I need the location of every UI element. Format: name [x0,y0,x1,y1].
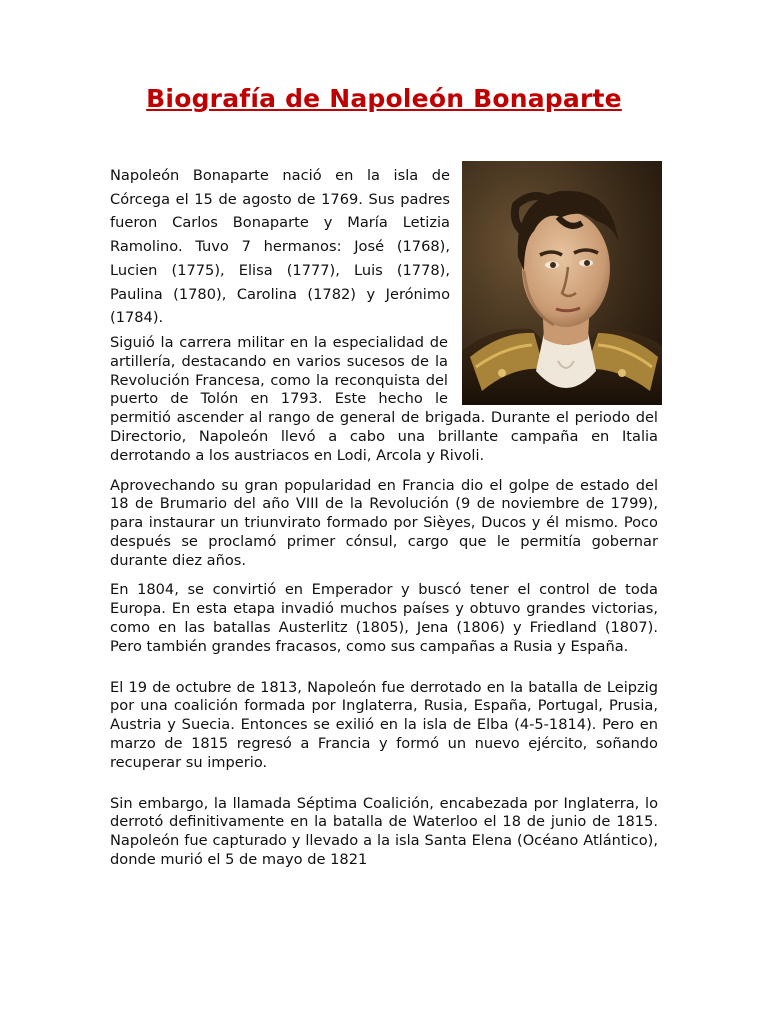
page-title: Biografía de Napoleón Bonaparte [146,84,622,113]
paragraph-waterloo-death: Sin embargo, la llamada Séptima Coalición, encabezada por Inglaterra, lo derrotó definitivamente en la batalla de Waterloo el 18 de junio de 1815. Napoleón fue capturado y llevado a la isla Santa Elena (Océano Atlántico), donde murió el 5 de mayo de 1821 [110,794,658,869]
biography-text [110,164,658,870]
paragraph-military-career: Siguió la carrera militar en la especialidad de artillería, destacando en varios sucesos de la Revolución Francesa, como la reconquista del puerto de Tolón en 1793. Este hecho le permitió ascender al rango de general de brigada. Durante el periodo del Directorio, Napoleón llevó a cabo una brillante campaña en Italia derrotando a los austriacos en Lodi, Arcola y Rivoli. [110,333,658,464]
paragraph-birth: Napoleón Bonaparte nació en la isla de Córcega el 15 de agosto de 1769. Sus padres fueron Carlos Bonaparte y María Letizia Ramolino. Tuvo 7 hermanos: José (1768), Lucien (1775), Elisa (1777), Luis (1778), Paulina (1780), Carolina (1782) y Jerónimo (1784). [110,167,450,327]
paragraph-coup: Aprovechando su gran popularidad en Francia dio el golpe de estado del 18 de Brumario del año VIII de la Revolución (9 de noviembre de 1799), para instaurar un triunvirato formado por Sièyes, Ducos y él mismo. Poco después se proclamó primer cónsul, cargo que le permitía gobernar durante diez años. [110,476,658,569]
paragraph-emperor: En 1804, se convirtió en Emperador y buscó tener el control de toda Europa. En esta etapa invadió muchos países y obtuvo grandes victorias, como en las batallas Austerlitz (1805), Jena (1806) y Friedland (1807). Pero también grandes fracasos, como sus campañas a Rusia y España. [110,581,658,655]
paragraph-leipzig-exile: El 19 de octubre de 1813, Napoleón fue derrotado en la batalla de Leipzig por una coalición formada por Inglaterra, Rusia, España, Portugal, Prusia, Austria y Suecia. Entonces se exilió en la isla de Elba (4-5-1814). Pero en marzo de 1815 regresó a Francia y formó un nuevo ejército, soñando recuperar su imperio. [110,678,658,771]
